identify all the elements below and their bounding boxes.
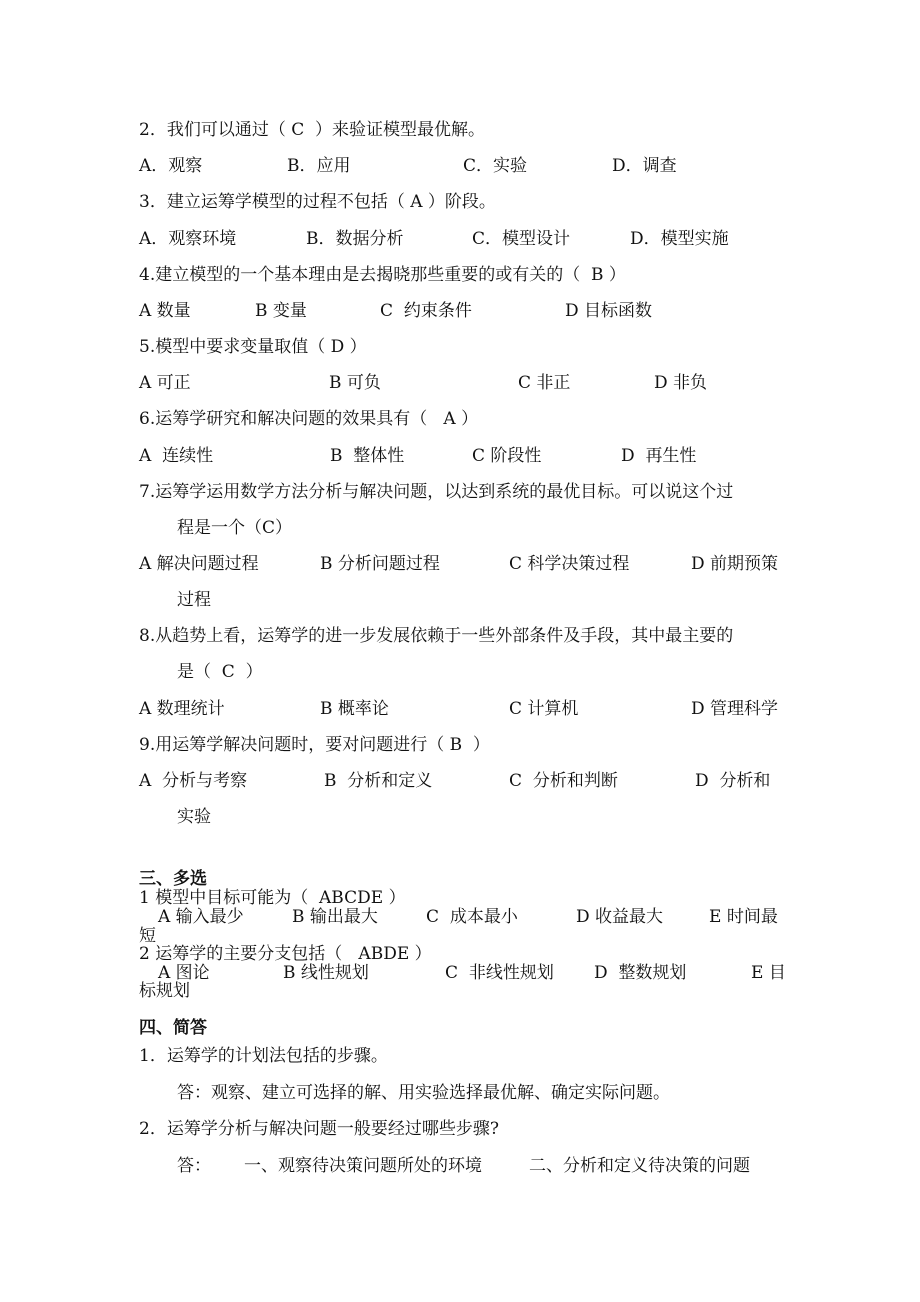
mc-q1-option-e: E 时间最 (709, 907, 778, 927)
mc-q1-option-a: A 输入最少 (158, 907, 244, 927)
q8-option-b: B 概率论 (320, 699, 389, 719)
mc-q2-option-b: B 线性规划 (283, 963, 369, 983)
q7-option-d-continued: 过程 (177, 590, 211, 610)
q7-option-c: C 科学决策过程 (509, 554, 630, 574)
q8-stem-line2: 是（ C ） (177, 662, 263, 682)
q4-option-a: A 数量 (139, 301, 191, 321)
mc-q1-option-b: B 输出最大 (292, 907, 378, 927)
mc-q2-option-c: C 非线性规划 (445, 963, 554, 983)
q2-option-b: B．应用 (287, 156, 351, 176)
q2-option-d: D．调查 (612, 156, 677, 176)
mc-q2-option-e: E 目 (751, 963, 786, 983)
mc-q1-stem: 1 模型中目标可能为（ ABCDE ） (139, 888, 406, 908)
q2-stem: 2．我们可以通过（ C ）来验证模型最优解。 (139, 120, 486, 140)
q3-option-d: D．模型实施 (630, 229, 729, 249)
q9-option-c: C 分析和判断 (509, 771, 618, 791)
sa-q1-answer: 答：观察、建立可选择的解、用实验选择最优解、确定实际问题。 (177, 1083, 670, 1103)
q5-option-c: C 非正 (518, 373, 571, 393)
q5-option-b: B 可负 (329, 373, 381, 393)
short-answer-heading: 四、简答 (139, 1018, 207, 1038)
sa-q2-answer-part2: 二、分析和定义待决策的问题 (529, 1156, 750, 1176)
multi-choice-heading: 三、多选 (139, 869, 207, 889)
q2-option-c: C．实验 (463, 156, 528, 176)
q9-option-d: D 分析和 (695, 771, 771, 791)
q7-option-b: B 分析问题过程 (320, 554, 440, 574)
sa-q2-question: 2．运筹学分析与解决问题一般要经过哪些步骤? (139, 1119, 499, 1139)
mc-q1-option-d: D 收益最大 (576, 907, 664, 927)
q7-stem-line2: 程是一个（C） (177, 518, 293, 538)
q8-stem-line1: 8.从趋势上看，运筹学的进一步发展依赖于一些外部条件及手段，其中最主要的 (139, 626, 734, 646)
q8-option-d: D 管理科学 (691, 699, 779, 719)
q3-option-b: B．数据分析 (306, 229, 404, 249)
q7-option-d: D 前期预策 (691, 554, 779, 574)
q3-option-c: C．模型设计 (472, 229, 571, 249)
q9-option-a: A 分析与考察 (139, 771, 248, 791)
q6-option-d: D 再生性 (621, 446, 697, 466)
q4-option-d: D 目标函数 (565, 301, 653, 321)
q6-option-c: C 阶段性 (472, 446, 542, 466)
q6-option-a: A 连续性 (139, 446, 214, 466)
q5-stem: 5.模型中要求变量取值（ D ） (139, 337, 367, 357)
q7-stem-line1: 7.运筹学运用数学方法分析与解决问题，以达到系统的最优目标。可以说这个过 (139, 482, 734, 502)
q8-option-a: A 数理统计 (139, 699, 225, 719)
q4-stem: 4.建立模型的一个基本理由是去揭晓那些重要的或有关的（ B ） (139, 265, 626, 285)
mc-q1-option-c: C 成本最小 (426, 907, 518, 927)
q8-option-c: C 计算机 (509, 699, 579, 719)
mc-q2-option-e-continued: 标规划 (139, 981, 190, 1001)
mc-q1-option-e-continued: 短 (139, 926, 156, 946)
q4-option-b: B 变量 (255, 301, 307, 321)
q4-option-c: C 约束条件 (380, 301, 472, 321)
q3-stem: 3．建立运筹学模型的过程不包括（ A ）阶段。 (139, 192, 496, 212)
q6-option-b: B 整体性 (330, 446, 405, 466)
q5-option-a: A 可正 (139, 373, 191, 393)
sa-q2-answer-label: 答： (177, 1156, 211, 1176)
sa-q1-question: 1．运筹学的计划法包括的步骤。 (139, 1046, 388, 1066)
q6-stem: 6.运筹学研究和解决问题的效果具有（ A ） (139, 409, 479, 429)
q5-option-d: D 非负 (654, 373, 708, 393)
mc-q2-stem: 2 运筹学的主要分支包括（ ABDE ） (139, 944, 432, 964)
q9-option-b: B 分析和定义 (324, 771, 433, 791)
sa-q2-answer-part1: 一、观察待决策问题所处的环境 (244, 1156, 482, 1176)
mc-q2-option-a: A 图论 (158, 963, 210, 983)
q9-stem: 9.用运筹学解决问题时，要对问题进行（ B ） (139, 735, 490, 755)
mc-q2-option-d: D 整数规划 (594, 963, 687, 983)
q3-option-a: A．观察环境 (139, 229, 237, 249)
q2-option-a: A．观察 (139, 156, 203, 176)
q9-option-d-continued: 实验 (177, 807, 211, 827)
q7-option-a: A 解决问题过程 (139, 554, 259, 574)
